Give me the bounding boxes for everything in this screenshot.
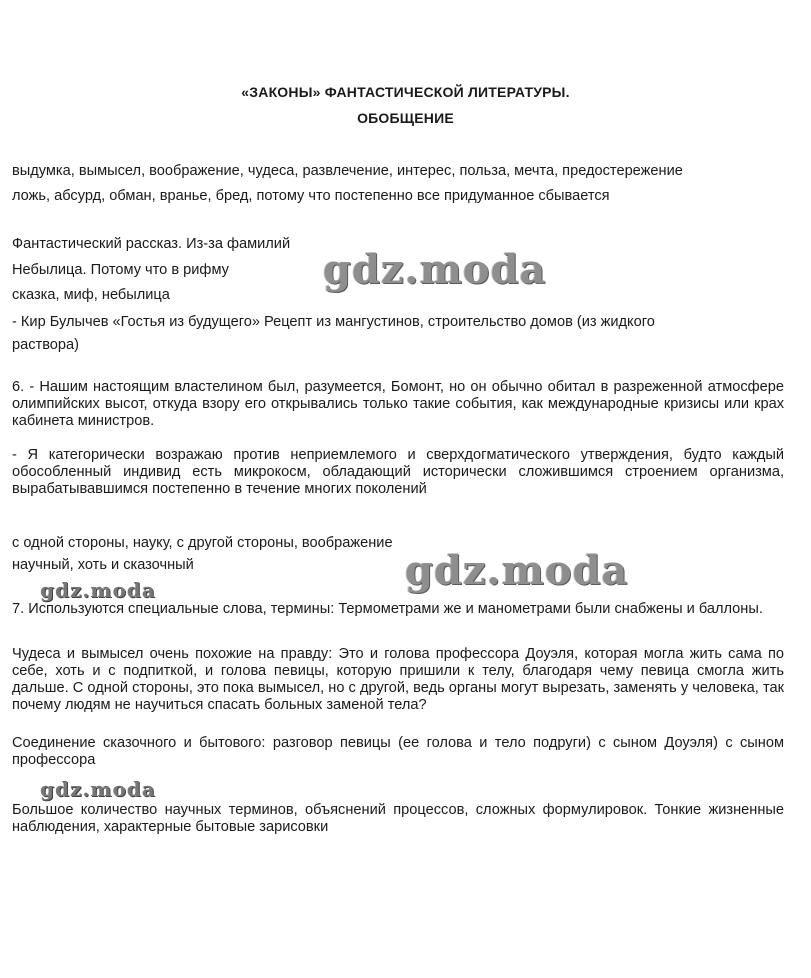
answer-paragraph: Большое количество научных терминов, объяснений процессов, сложных формулировок. Тонкие жизненные наблюдения, характерные бытовые зарисовки [12,802,784,835]
answer-line: выдумка, вымысел, воображение, чудеса, развлечение, интерес, польза, мечта, предостережение [12,163,683,179]
answer-paragraph: 6. - Нашим настоящим властелином был, разумеется, Бомонт, но он обычно обитал в разреженной атмосфере олимпийских высот, откуда взору его открывались только такие события, как международные кризисы или крах кабинета министров. [12,379,784,429]
answer-paragraph: Чудеса и вымысел очень похожие на правду: Это и голова профессора Доуэля, которая могла жить сама по себе, хоть и с подпиткой, и голова певицы, которую пришили к телу, благодаря чему певица смогла жить дальше. С одной стороны, это пока вымысел, но с другой, ведь органы могут вырезать, заменять у человека, так почему людям не научиться спасать больных заменой тела? [12,646,784,713]
watermark-logo: gdz.moda [40,578,156,602]
answer-line: научный, хоть и сказочный [12,557,194,573]
watermark-logo: gdz.moda [323,246,547,293]
answer-line: Небылица. Потому что в рифму [12,262,229,278]
page-subtitle: ОБОБЩЕНИЕ [357,110,454,126]
answer-paragraph: - Я категорически возражаю против неприемлемого и сверхдогматического утверждения, будто каждый обособленный индивид есть микрокосм, обладающий исторически сложившимся строением организма, вырабатывавшимся постепенно в течение многих поколений [12,447,784,497]
answer-paragraph: Соединение сказочного и бытового: разговор певицы (ее голова и тело подруги) с сыном Доуэля) с сыном профессора [12,735,784,768]
answer-paragraph: 7. Используются специальные слова, термины: Термометрами же и манометрами были снабжены и баллоны. [12,601,763,617]
watermark-logo: gdz.moda [40,777,156,801]
answer-line: раствора) [12,337,80,353]
answer-line: - Кир Булычев «Гостья из будущего» Рецепт из мангустинов, строительство домов (из жидкого [12,314,655,330]
answer-line: ложь, абсурд, обман, вранье, бред, потому что постепенно все придуманное сбывается [12,188,610,204]
watermark-logo: gdz.moda [405,547,629,594]
page-title: «ЗАКОНЫ» ФАНТАСТИЧЕСКОЙ ЛИТЕРАТУРЫ. [241,84,570,100]
answer-line: Фантастический рассказ. Из-за фамилий [12,236,291,252]
answer-line: с одной стороны, науку, с другой стороны, воображение [12,535,393,551]
answer-line: сказка, миф, небылица [12,287,170,303]
